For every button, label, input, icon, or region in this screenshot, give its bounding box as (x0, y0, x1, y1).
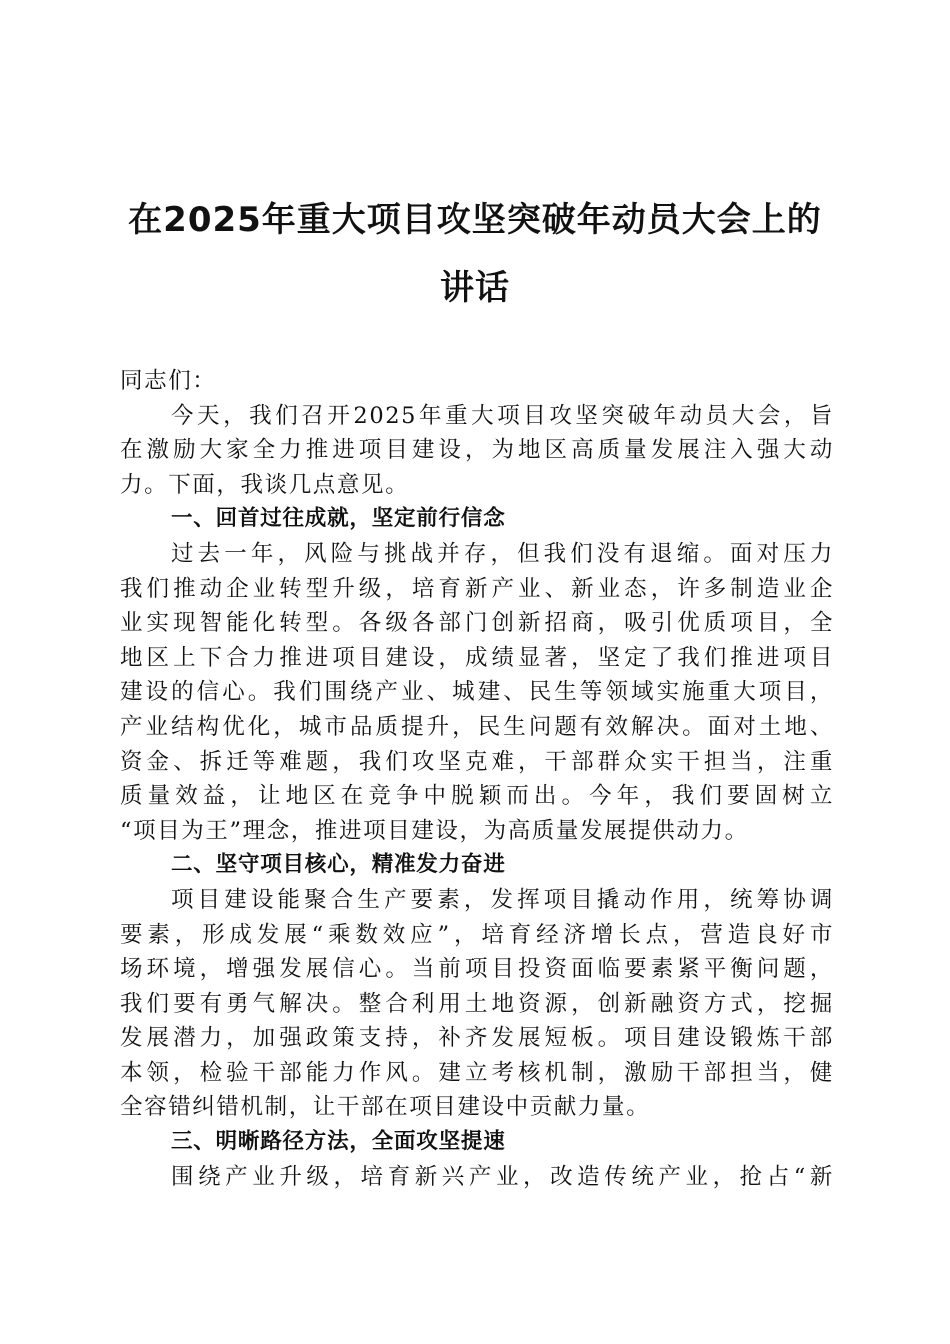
section-1-line: 我们推动企业转型升级，培育新产业、新业态，许多制造业企 (120, 575, 834, 602)
intro-line: 力。下面，我谈几点意见。 (120, 471, 410, 498)
intro-line: 今天，我们召开2025年重大项目攻坚突破年动员大会，旨 (171, 402, 834, 429)
section-2-line: 场环境，增强发展信心。当前项目投资面临要素紧平衡问题， (120, 956, 834, 983)
section-2-line: 本领，检验干部能力作风。建立考核机制，激励干部担当，健 (120, 1059, 834, 1086)
section-1-line: “项目为王”理念，推进项目建设，为高质量发展提供动力。 (120, 817, 749, 844)
section-heading-1: 一、回首过往成就，坚定前行信念 (171, 506, 506, 532)
section-2-line: 要素，形成发展“乘数效应”，培育经济增长点，营造良好市 (120, 921, 834, 948)
section-2-line: 发展潜力，加强政策支持，补齐发展短板。项目建设锻炼干部 (120, 1025, 834, 1052)
intro-line: 在激励大家全力推进项目建设，为地区高质量发展注入强大动 (120, 437, 834, 464)
document-body (120, 364, 834, 1194)
document-title-line-2: 讲话 (440, 268, 510, 308)
section-heading-2: 二、坚守项目核心，精准发力奋进 (171, 852, 506, 878)
section-1-line: 地区上下合力推进项目建设，成绩显著，坚定了我们推进项目 (120, 644, 834, 671)
section-1-line: 过去一年，风险与挑战并存，但我们没有退缩。面对压力 (171, 540, 834, 567)
section-2-line: 项目建设能聚合生产要素，发挥项目撬动作用，统筹协调 (171, 886, 834, 913)
section-1-line: 质量效益，让地区在竞争中脱颖而出。今年，我们要固树立 (120, 783, 834, 810)
section-2-line: 全容错纠错机制，让干部在项目建设中贡献力量。 (120, 1094, 651, 1121)
section-1-line: 业实现智能化转型。各级各部门创新招商，吸引优质项目，全 (120, 610, 834, 637)
section-2-line: 我们要有勇气解决。整合利用土地资源，创新融资方式，挖掘 (120, 990, 834, 1017)
salutation: 同志们： (120, 368, 217, 394)
section-1-line: 建设的信心。我们围绕产业、城建、民生等领域实施重大项目， (120, 679, 834, 706)
document-title-line-1: 在2025年重大项目攻坚突破年动员大会上的 (128, 200, 822, 240)
section-1-line: 资金、拆迁等难题，我们攻坚克难，干部群众实干担当，注重 (120, 748, 834, 775)
section-heading-3: 三、明晰路径方法，全面攻坚提速 (171, 1129, 506, 1155)
section-1-line: 产业结构优化，城市品质提升，民生问题有效解决。面对土地、 (120, 713, 834, 740)
section-3-line: 围绕产业升级，培育新兴产业，改造传统产业，抢占“新 (171, 1163, 834, 1190)
